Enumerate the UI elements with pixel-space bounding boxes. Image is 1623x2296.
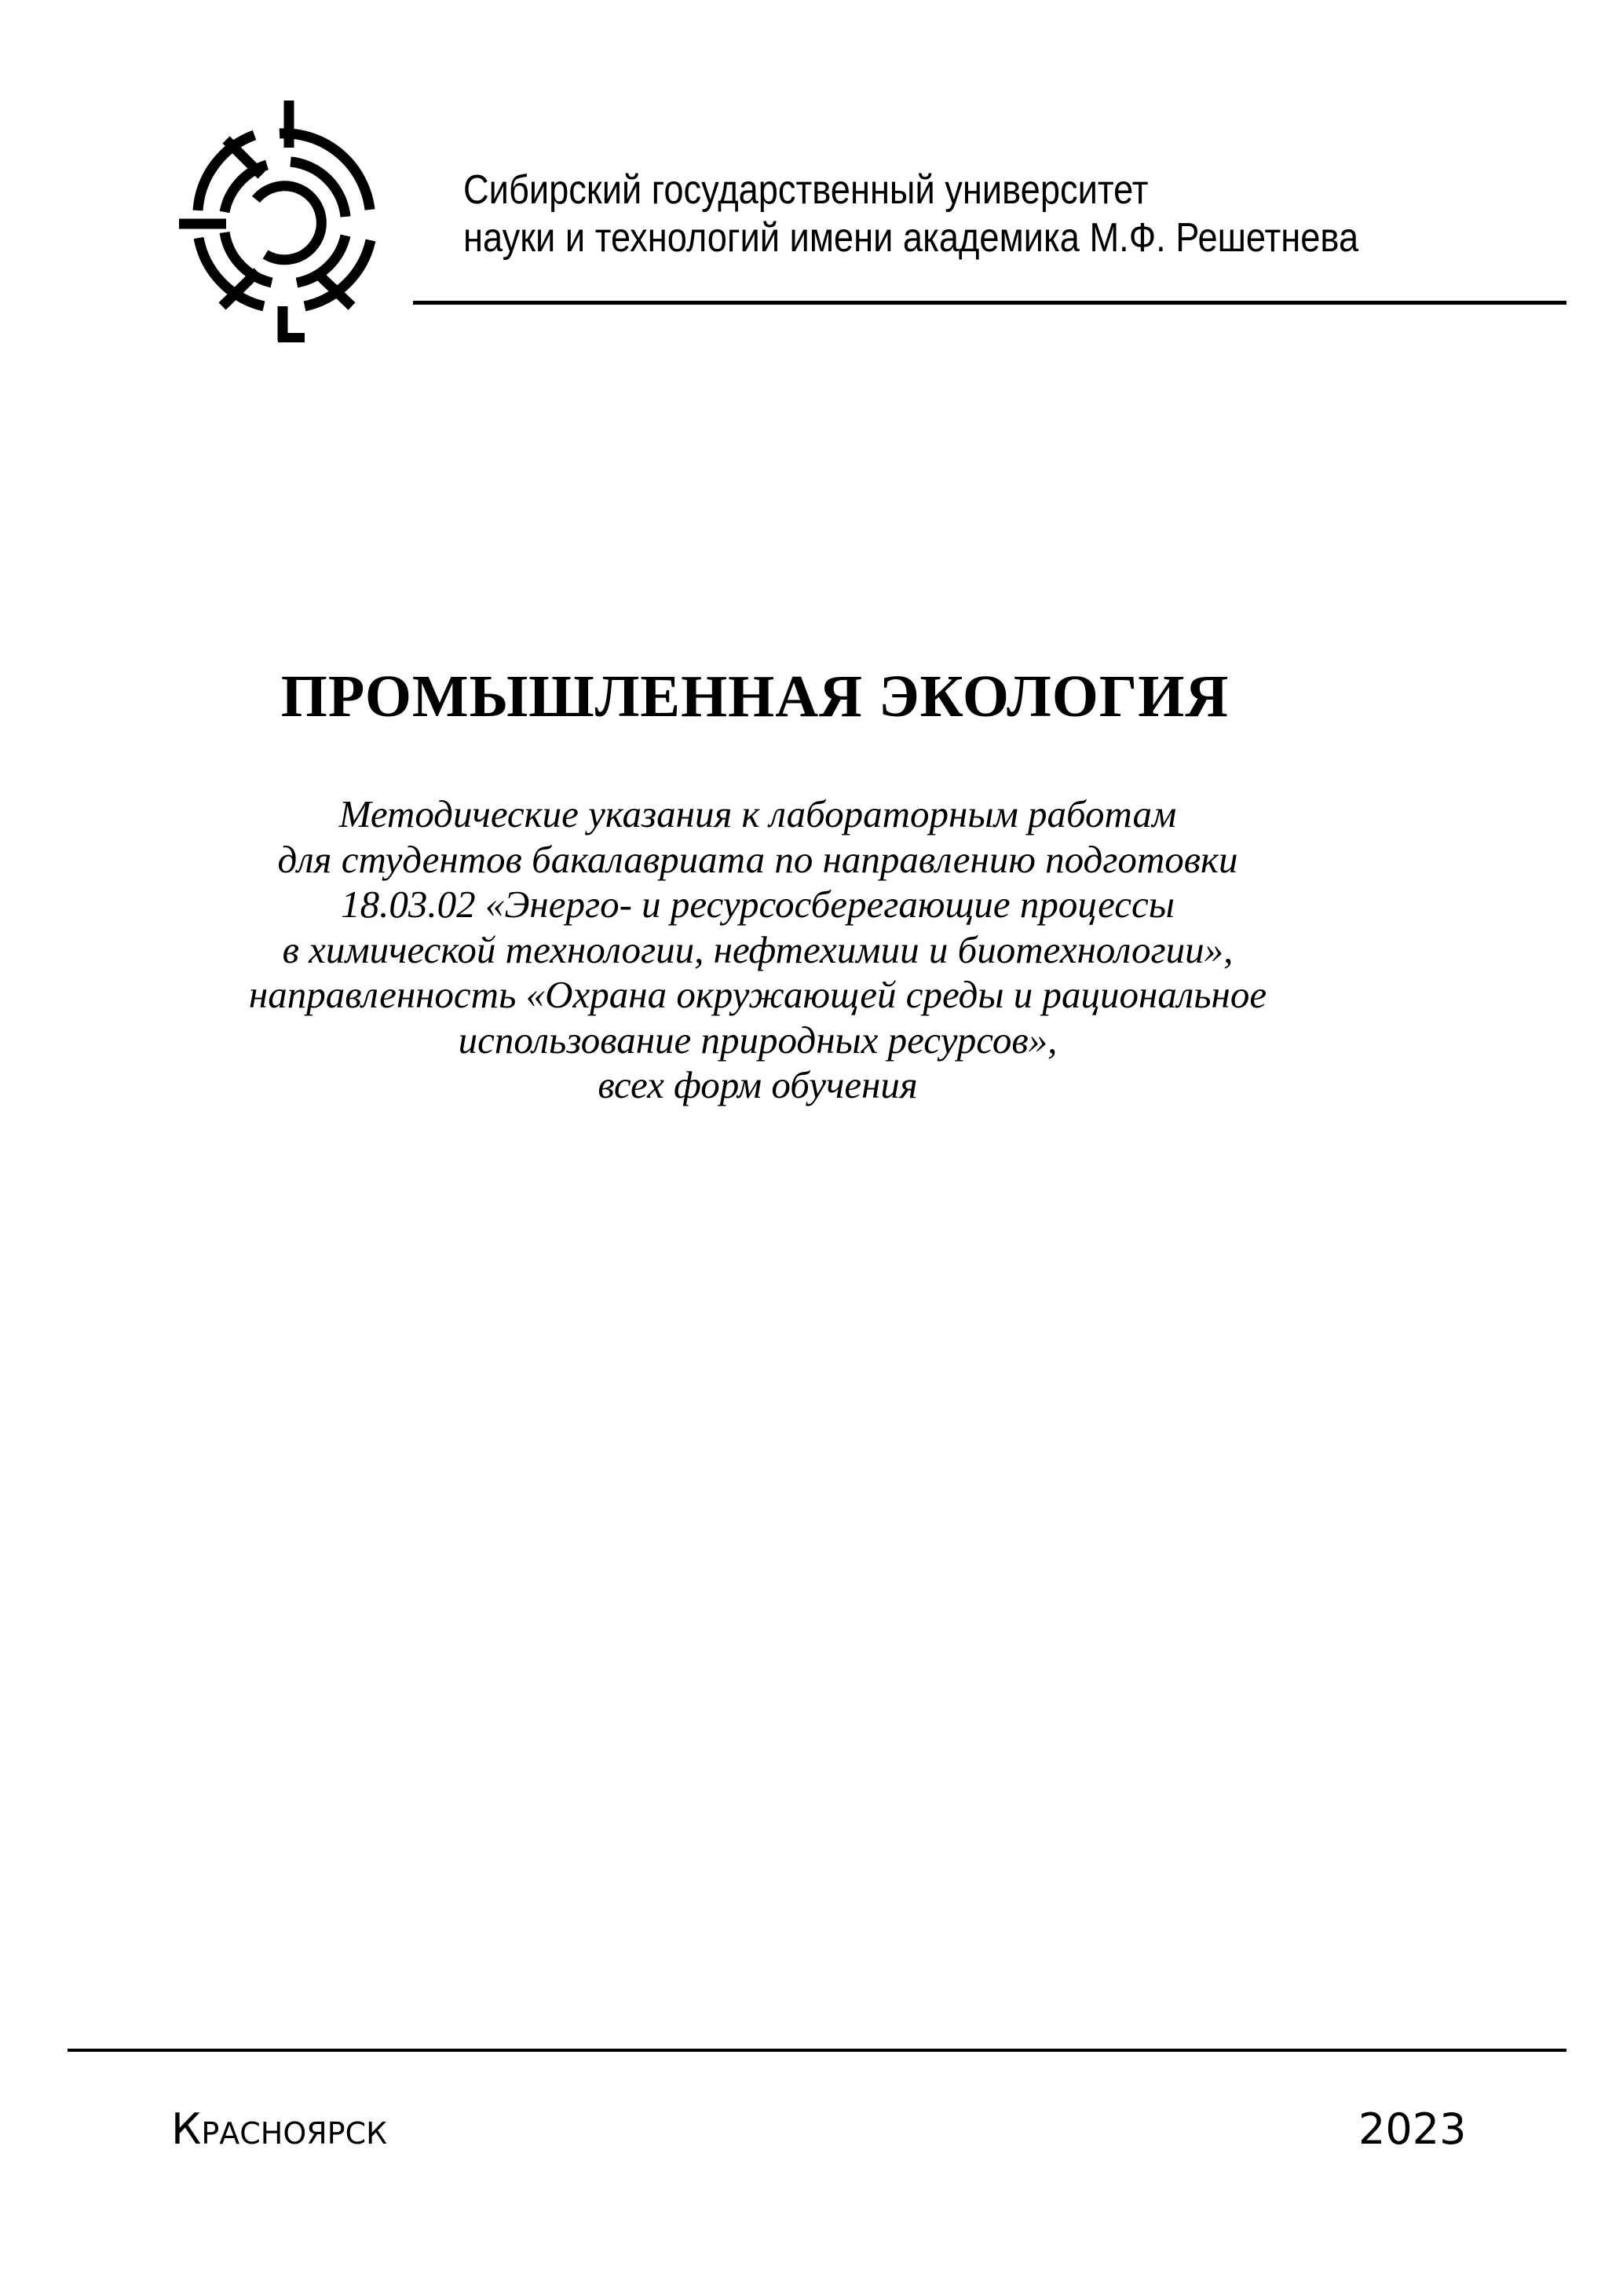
university-emblem-icon — [179, 101, 399, 345]
publication-city: Красноярск — [171, 2104, 388, 2154]
university-name-line-2: науки и технологий имени академика М.Ф. Решетнева — [463, 215, 1359, 261]
header-divider — [413, 301, 1566, 305]
subtitle-line: в химической технологии, нефтехимии и биотехнологии», — [282, 927, 1234, 971]
subtitle-line: 18.03.02 «Энерго- и ресурсосберегающие процессы — [341, 883, 1175, 926]
document-subtitle — [0, 792, 1515, 1108]
subtitle-line: Методические указания к лабораторным работам — [338, 792, 1177, 835]
footer-divider — [68, 2049, 1566, 2052]
subtitle-line: направленность «Охрана окружающей среды и рациональное — [248, 973, 1267, 1016]
subtitle-line: использование природных ресурсов», — [458, 1018, 1058, 1062]
university-name — [463, 166, 1358, 262]
subtitle-line: для студентов бакалавриата по направлению подготовки — [277, 837, 1238, 881]
subtitle-line: всех форм обучения — [598, 1063, 918, 1106]
document-title: ПРОМЫШЛЕННАЯ ЭКОЛОГИЯ — [280, 664, 1230, 729]
publication-year: 2023 — [1358, 2104, 1467, 2154]
university-name-line-1: Сибирский государственный университет — [463, 167, 1149, 213]
